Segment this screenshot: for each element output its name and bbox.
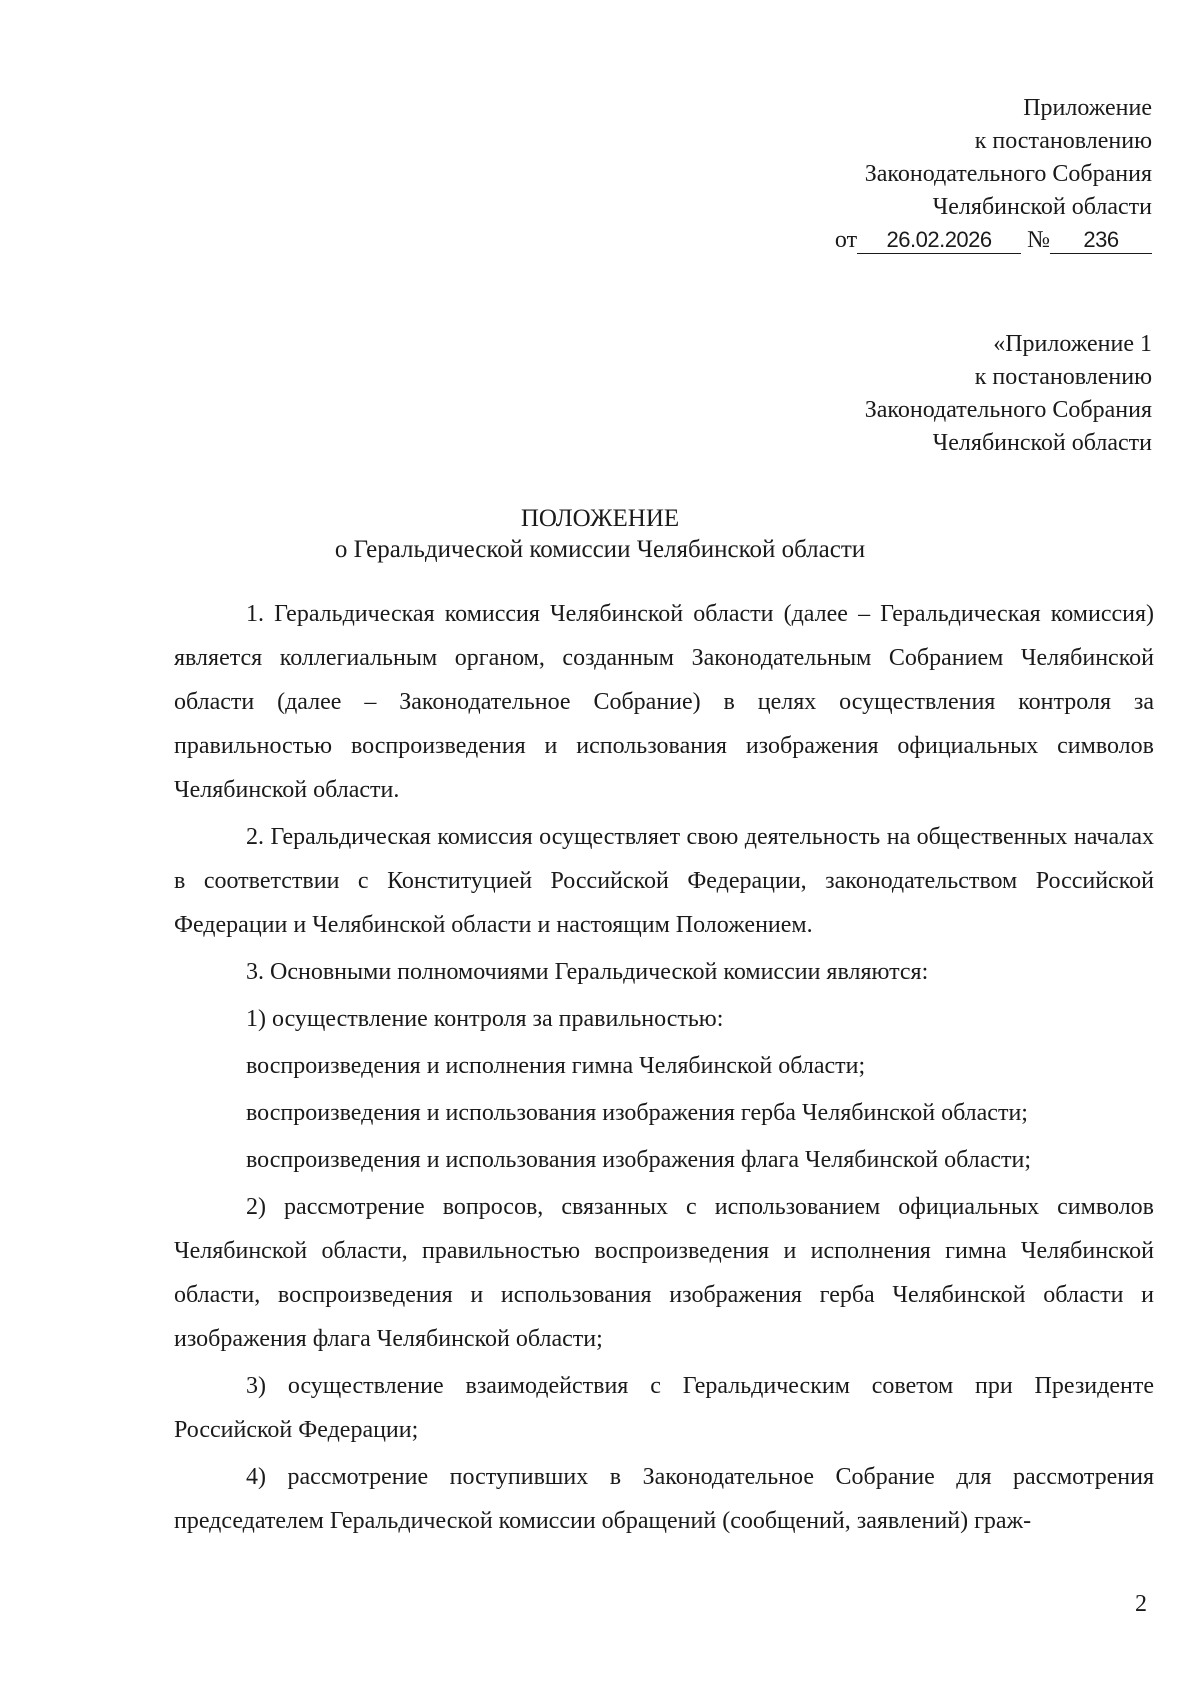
appendix-line-4: Челябинской области	[932, 430, 1152, 456]
document-title: ПОЛОЖЕНИЕ	[520, 505, 680, 532]
list-item-3: 3) осуществление взаимодействия с Геральдическим советом при Президенте Российской Федерации;	[174, 1373, 1154, 1443]
paragraph-2: 2. Геральдическая комиссия осуществляет свою деятельность на общественных началах в соответствии с Конституцией Российской Федерации, законодательством Российской Федерации и Челябинской области и настоящим Положением.	[174, 824, 1154, 938]
header-line-3: Законодательного Собрания	[864, 161, 1152, 187]
number-prefix: №	[1027, 227, 1050, 253]
paragraph-1: 1. Геральдическая комиссия Челябинской области (далее – Геральдическая комиссия) является коллегиальным органом, созданным Законодательным Собранием Челябинской области (далее – Законодательное Собрание) в целях осуществления контроля за правильностью воспроизведения и использования изображения официальных символов Челябинской области.	[174, 601, 1154, 803]
list-item-1: 1) осуществление контроля за правильностью:	[246, 1006, 724, 1032]
appendix-line-2: к постановлению	[974, 364, 1152, 390]
date-prefix: от	[834, 227, 858, 253]
appendix-line-1: «Приложение 1	[993, 331, 1152, 357]
appendix-line-3: Законодательного Собрания	[864, 397, 1152, 423]
list-item-2: 2) рассмотрение вопросов, связанных с использованием официальных символов Челябинской области, правильностью воспроизведения и исполнения гимна Челябинской области, воспроизведения и использования изображения герба Челябинской области и изображения флага Челябинской области;	[174, 1194, 1154, 1352]
date-field: 26.02.2026	[857, 227, 1021, 254]
header-line-2: к постановлению	[974, 128, 1152, 154]
list-subitem-flag: воспроизведения и использования изображения флага Челябинской области;	[246, 1147, 1031, 1173]
list-item-4: 4) рассмотрение поступивших в Законодательное Собрание для рассмотрения председателем Геральдической комиссии обращений (сообщений, заявлений) граж-	[174, 1464, 1154, 1534]
paragraph-3: 3. Основными полномочиями Геральдической комиссии являются:	[246, 959, 929, 985]
header-line-4: Челябинской области	[932, 194, 1152, 220]
list-subitem-anthem: воспроизведения и исполнения гимна Челябинской области;	[246, 1053, 866, 1079]
document-subtitle: о Геральдической комиссии Челябинской области	[334, 536, 866, 563]
document-body	[174, 592, 1154, 1543]
approval-header-block	[835, 92, 1152, 257]
number-field: 236	[1050, 227, 1152, 254]
appendix-header-block	[865, 328, 1152, 460]
date-number-line	[835, 224, 1152, 257]
header-line-1: Приложение	[1023, 95, 1152, 121]
list-subitem-coat-of-arms: воспроизведения и использования изображения герба Челябинской области;	[246, 1100, 1028, 1126]
page-number: 2	[1135, 1591, 1147, 1617]
